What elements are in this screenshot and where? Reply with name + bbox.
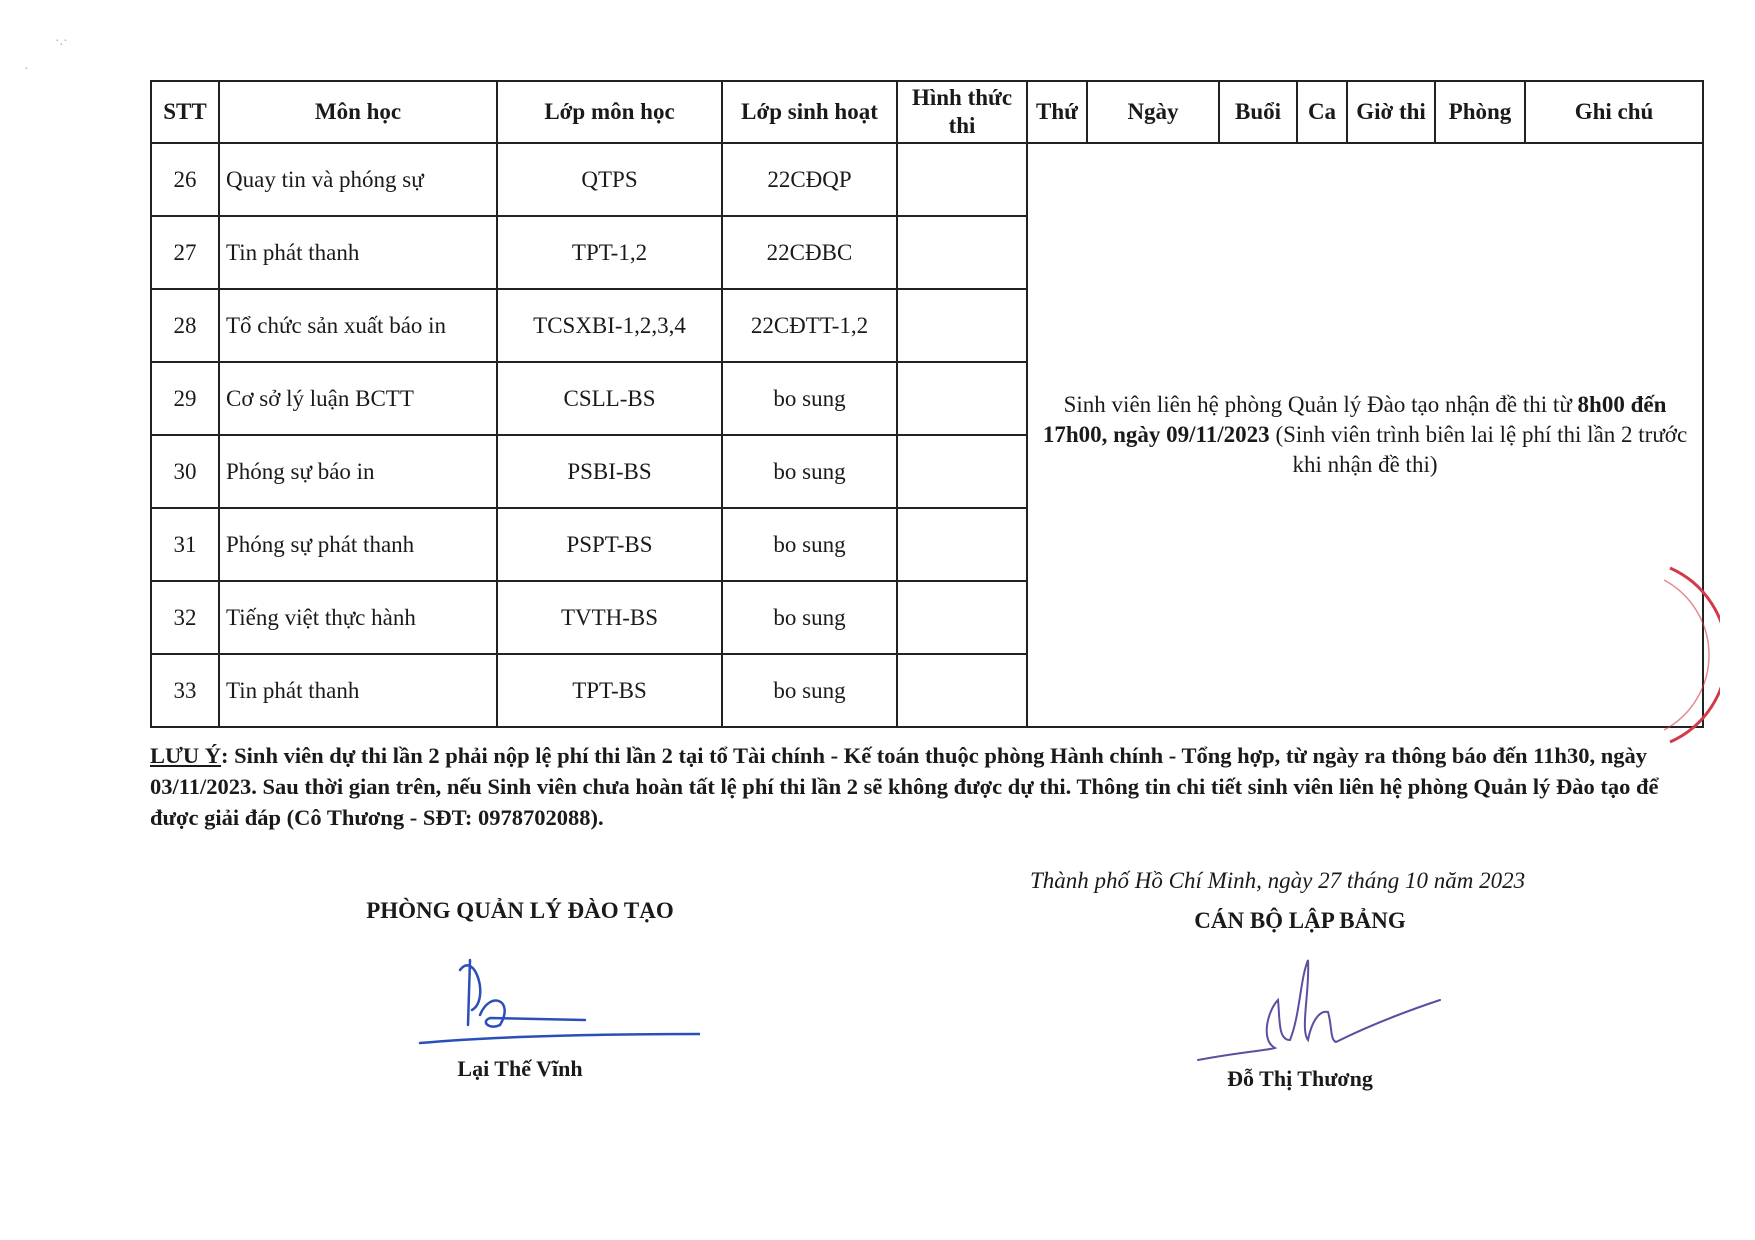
- row-stt: 27: [151, 216, 219, 289]
- table-header-row: [151, 81, 1703, 143]
- row-stt: 26: [151, 143, 219, 216]
- row-course-class: TPT-BS: [497, 654, 722, 727]
- row-subject: Phóng sự phát thanh: [219, 508, 497, 581]
- row-stt: 33: [151, 654, 219, 727]
- signature-block-left: [340, 898, 700, 1082]
- row-exam-form: [897, 435, 1027, 508]
- row-subject: Tin phát thanh: [219, 216, 497, 289]
- row-course-class: QTPS: [497, 143, 722, 216]
- header-weekday: Thứ: [1027, 81, 1087, 143]
- row-stt: 29: [151, 362, 219, 435]
- row-subject: Phóng sự báo in: [219, 435, 497, 508]
- signature-title-left: PHÒNG QUẢN LÝ ĐÀO TẠO: [366, 898, 674, 923]
- row-stt: 31: [151, 508, 219, 581]
- row-home-class: 22CĐQP: [722, 143, 897, 216]
- signature-title-right: CÁN BỘ LẬP BẢNG: [1194, 908, 1406, 933]
- signature-block-right: [1150, 908, 1450, 1092]
- scan-mark: ·.·: [55, 34, 68, 49]
- row-home-class: bo sung: [722, 362, 897, 435]
- header-session: Buổi: [1219, 81, 1297, 143]
- row-exam-form: [897, 654, 1027, 727]
- merged-note-bold: 8h00 đến 17h00, ngày 09/11/2023: [1042, 392, 1667, 447]
- header-subject: Môn học: [219, 81, 497, 143]
- table-row: [151, 143, 1703, 216]
- row-course-class: CSLL-BS: [497, 362, 722, 435]
- row-subject: Cơ sở lý luận BCTT: [219, 362, 497, 435]
- merged-note-part2: (Sinh viên trình biên lai lệ phí thi lần 2 trước khi nhận đề thi): [1269, 422, 1688, 477]
- row-course-class: TPT-1,2: [497, 216, 722, 289]
- header-date: Ngày: [1087, 81, 1219, 143]
- exam-schedule-table-wrapper: [150, 80, 1702, 728]
- signature-image-left: [340, 930, 700, 1060]
- row-exam-form: [897, 581, 1027, 654]
- row-subject: Tổ chức sản xuất báo in: [219, 289, 497, 362]
- row-exam-form: [897, 508, 1027, 581]
- header-exam-time: Giờ thi: [1347, 81, 1435, 143]
- row-subject: Tiếng việt thực hành: [219, 581, 497, 654]
- row-home-class: 22CĐTT-1,2: [722, 289, 897, 362]
- row-subject: Tin phát thanh: [219, 654, 497, 727]
- header-note: Ghi chú: [1525, 81, 1703, 143]
- row-course-class: PSBI-BS: [497, 435, 722, 508]
- scan-mark: ·: [24, 62, 29, 77]
- row-exam-form: [897, 216, 1027, 289]
- row-stt: 28: [151, 289, 219, 362]
- notice-paragraph: [150, 740, 1690, 833]
- header-exam-form: Hình thức thi: [897, 81, 1027, 143]
- signature-image-right: [1150, 940, 1450, 1070]
- row-course-class: TVTH-BS: [497, 581, 722, 654]
- notice-text: : Sinh viên dự thi lần 2 phải nộp lệ phí thi lần 2 tại tổ Tài chính - Kế toán thuộc phòng Hành chính - Tổng hợp, từ ngày ra thông báo đến 11h30, ngày 03/11/2023. Sau thời gian trên, nếu Sinh viên chưa hoàn tất lệ phí thi lần 2 sẽ không được dự thi. Thông tin chi tiết sinh viên liên hệ phòng Quản lý Đào tạo để được giải đáp (Cô Thương - SĐT: 0978702088).: [150, 743, 1659, 830]
- header-stt: STT: [151, 81, 219, 143]
- row-exam-form: [897, 143, 1027, 216]
- notice-label: LƯU Ý: [150, 743, 222, 768]
- row-course-class: PSPT-BS: [497, 508, 722, 581]
- merged-note-cell: [1027, 143, 1703, 727]
- row-home-class: bo sung: [722, 508, 897, 581]
- header-course-class: Lớp môn học: [497, 81, 722, 143]
- row-course-class: TCSXBI-1,2,3,4: [497, 289, 722, 362]
- header-home-class: Lớp sinh hoạt: [722, 81, 897, 143]
- signature-name-right: Đỗ Thị Thương: [1227, 1066, 1373, 1091]
- row-exam-form: [897, 362, 1027, 435]
- header-shift: Ca: [1297, 81, 1347, 143]
- row-stt: 32: [151, 581, 219, 654]
- red-stamp-arc: [1660, 560, 1720, 750]
- row-exam-form: [897, 289, 1027, 362]
- signature-name-left: Lại Thế Vĩnh: [457, 1056, 583, 1081]
- merged-note-part1: Sinh viên liên hệ phòng Quản lý Đào tạo nhận đề thi từ: [1063, 392, 1578, 417]
- place-date: Thành phố Hồ Chí Minh, ngày 27 tháng 10 năm 2023: [1030, 868, 1526, 893]
- row-home-class: 22CĐBC: [722, 216, 897, 289]
- row-home-class: bo sung: [722, 435, 897, 508]
- row-home-class: bo sung: [722, 654, 897, 727]
- row-stt: 30: [151, 435, 219, 508]
- row-subject: Quay tin và phóng sự: [219, 143, 497, 216]
- row-home-class: bo sung: [722, 581, 897, 654]
- header-room: Phòng: [1435, 81, 1525, 143]
- exam-schedule-table: [150, 80, 1704, 728]
